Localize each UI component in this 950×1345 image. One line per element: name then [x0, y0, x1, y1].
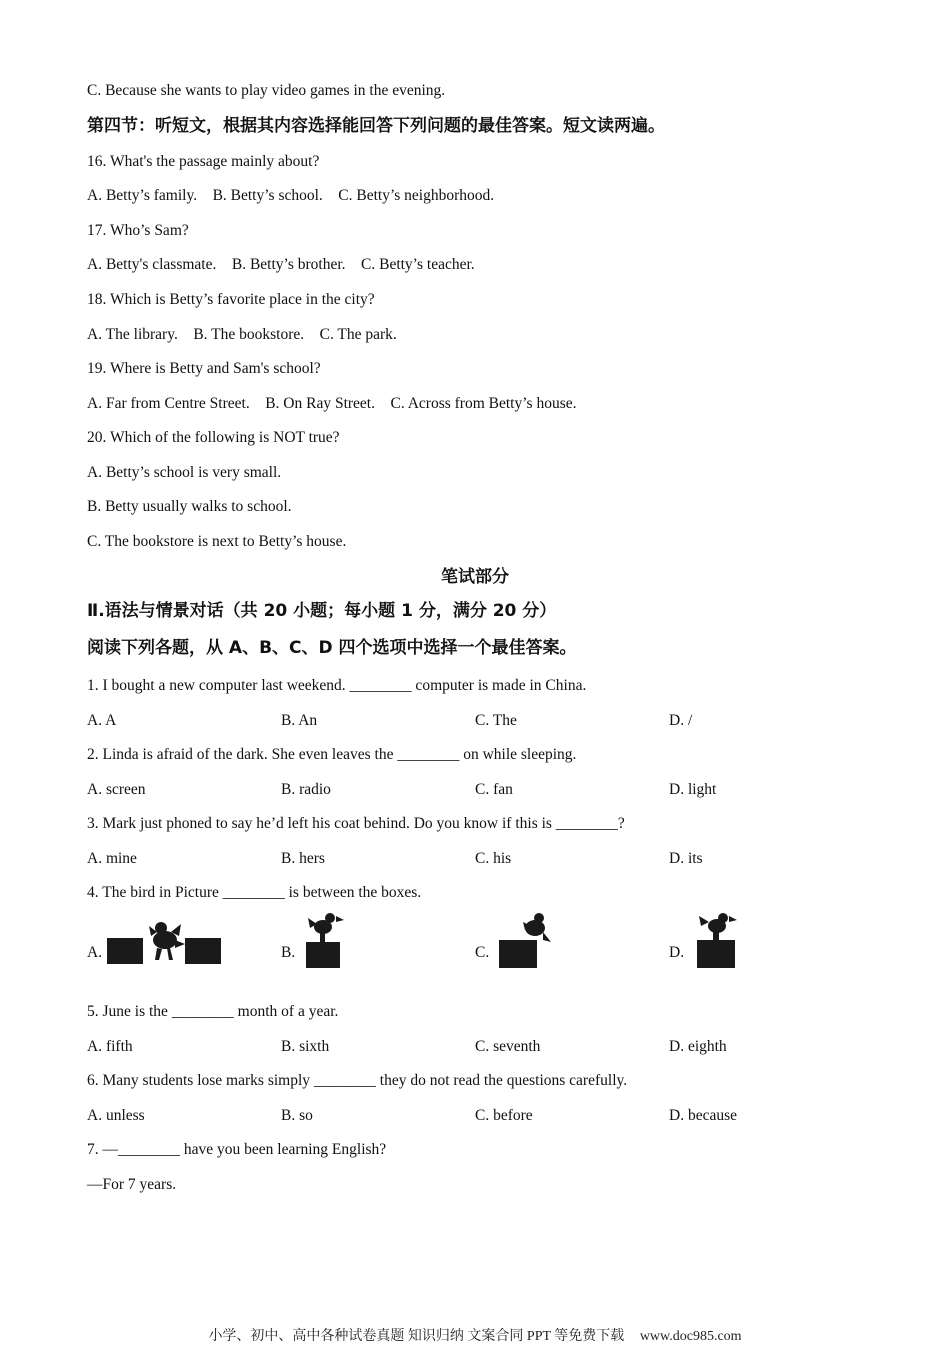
question-16-options: A. Betty’s family. B. Betty’s school. C. Betty’s neighborhood. — [87, 187, 495, 204]
question-17: 17. Who’s Sam? — [87, 222, 189, 239]
question-20-option-c: C. The bookstore is next to Betty’s house. — [87, 533, 347, 550]
q1-option-d: D. / — [669, 712, 693, 729]
q4-option-b: B. — [281, 944, 296, 961]
question-16: 16. What's the passage mainly about? — [87, 153, 320, 170]
question-18: 18. Which is Betty’s favorite place in the city? — [87, 291, 375, 308]
q1-option-b: B. An — [281, 712, 318, 729]
question-20-option-b: B. Betty usually walks to school. — [87, 498, 292, 515]
q4-option-a: A. — [87, 944, 103, 961]
q4-option-c: C. — [475, 944, 490, 961]
q6-option-b: B. so — [281, 1107, 313, 1124]
q2-option-c: C. fan — [475, 781, 513, 798]
q6-option-a: A. unless — [87, 1107, 145, 1124]
q6-option-d: D. because — [669, 1107, 737, 1124]
question-19-options: A. Far from Centre Street. B. On Ray Street. C. Across from Betty’s house. — [87, 395, 577, 412]
q5-option-b: B. sixth — [281, 1038, 330, 1055]
q3-option-b: B. hers — [281, 850, 325, 867]
picture-c-bird-behind-box — [495, 912, 555, 970]
picture-b-bird-on-box — [300, 912, 348, 970]
q3-option-c: C. his — [475, 850, 512, 867]
section-2-instruction: 阅读下列各题，从 A、B、C、D 四个选项中选择一个最佳答案。 — [87, 638, 577, 658]
question-1: 1. I bought a new computer last weekend. ________ computer is made in China. — [87, 677, 587, 694]
section4-header: 第四节：听短文，根据其内容选择能回答下列问题的最佳答案。短文读两遍。 — [87, 116, 665, 136]
q6-option-c: C. before — [475, 1107, 533, 1124]
question-7-answer: —For 7 years. — [87, 1176, 177, 1193]
q2-option-b: B. radio — [281, 781, 331, 798]
picture-a-bird-between-boxes — [105, 918, 223, 968]
question-3: 3. Mark just phoned to say he’d left his coat behind. Do you know if this is ________? — [87, 815, 625, 832]
q4-option-d: D. — [669, 944, 685, 961]
q2-option-d: D. light — [669, 781, 717, 798]
page-footer — [0, 1325, 950, 1345]
q5-option-d: D. eighth — [669, 1038, 727, 1055]
question-6: 6. Many students lose marks simply ________ they do not read the questions carefully. — [87, 1072, 628, 1089]
question-20: 20. Which of the following is NOT true? — [87, 429, 340, 446]
q5-option-c: C. seventh — [475, 1038, 541, 1055]
section-2-title: Ⅱ.语法与情景对话（共 20 小题；每小题 1 分，满分 20 分） — [87, 601, 557, 621]
picture-d-bird-in-box — [693, 912, 741, 970]
question-4: 4. The bird in Picture ________ is between the boxes. — [87, 884, 422, 901]
q2-option-a: A. screen — [87, 781, 146, 798]
q3-option-d: D. its — [669, 850, 703, 867]
question-19: 19. Where is Betty and Sam's school? — [87, 360, 321, 377]
q3-option-a: A. mine — [87, 850, 137, 867]
question-2: 2. Linda is afraid of the dark. She even leaves the ________ on while sleeping. — [87, 746, 577, 763]
q5-option-a: A. fifth — [87, 1038, 133, 1055]
footer-ad-text: 小学、初中、高中各种试卷真题 知识归纳 文案合同 PPT 等免费下载 — [208, 1329, 625, 1344]
question-20-option-a: A. Betty’s school is very small. — [87, 464, 282, 481]
written-part-title: 笔试部分 — [441, 567, 509, 587]
q1-option-a: A. A — [87, 712, 117, 729]
question-17-options: A. Betty's classmate. B. Betty’s brother. C. Betty’s teacher. — [87, 256, 475, 273]
question-18-options: A. The library. B. The bookstore. C. The park. — [87, 326, 397, 343]
question-7: 7. —________ have you been learning English? — [87, 1141, 387, 1158]
q1-option-c: C. The — [475, 712, 517, 729]
q15-option-c: C. Because she wants to play video games in the evening. — [87, 82, 446, 99]
question-5: 5. June is the ________ month of a year. — [87, 1003, 339, 1020]
footer-url-link[interactable]: www.doc985.com — [639, 1329, 742, 1344]
